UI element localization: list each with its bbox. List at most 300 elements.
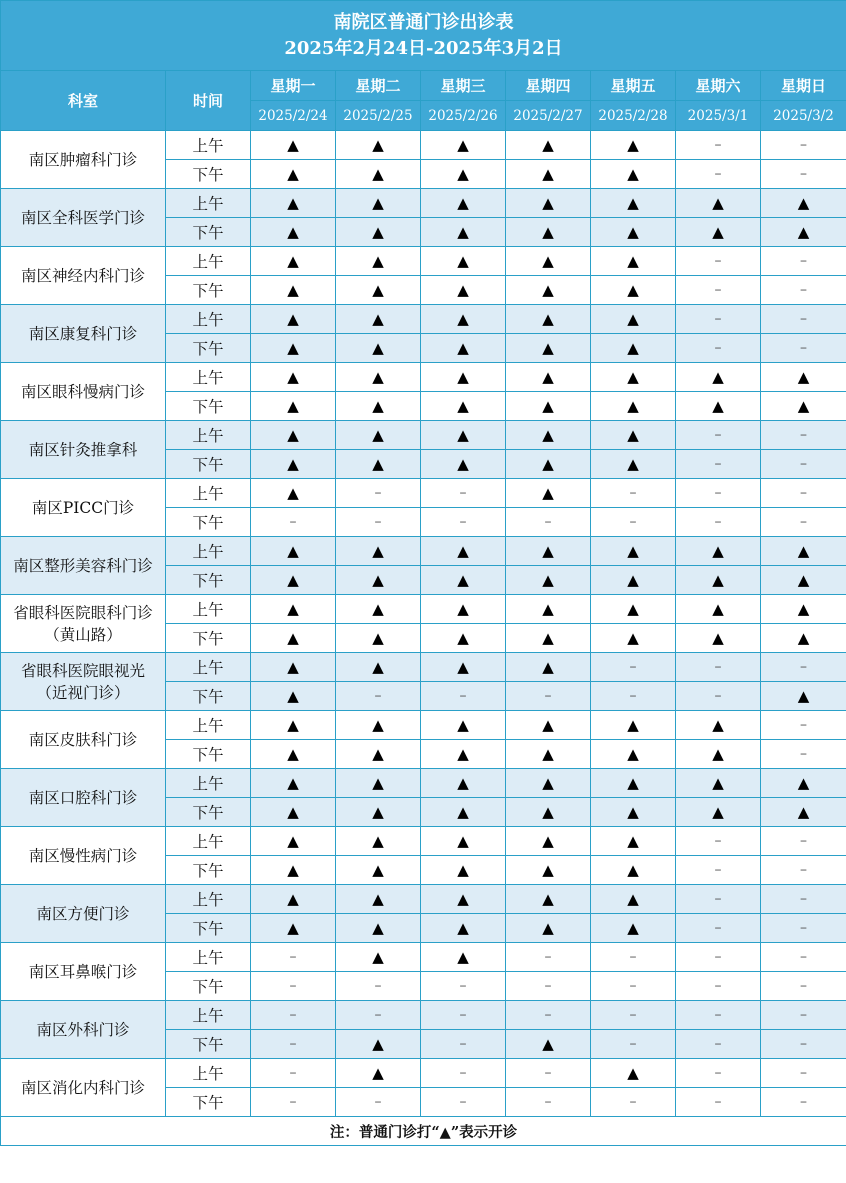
clinic-open-mark: ▲ — [421, 769, 506, 798]
clinic-open-mark: ▲ — [676, 363, 761, 392]
department-name: 南区外科门诊 — [1, 1001, 166, 1059]
period-label: 上午 — [166, 1059, 251, 1088]
period-label: 下午 — [166, 334, 251, 363]
clinic-open-mark: ▲ — [506, 160, 591, 189]
clinic-open-mark: ▲ — [506, 421, 591, 450]
clinic-open-mark: ▲ — [251, 189, 336, 218]
clinic-open-mark: ▲ — [421, 450, 506, 479]
header-day: 星期一 — [251, 71, 336, 101]
period-label: 下午 — [166, 218, 251, 247]
schedule-title: 南院区普通门诊出诊表 — [333, 11, 514, 33]
clinic-open-mark: ▲ — [761, 363, 846, 392]
clinic-open-mark: ▲ — [591, 769, 676, 798]
clinic-closed-mark: – — [676, 682, 761, 711]
clinic-closed-mark: – — [676, 827, 761, 856]
clinic-open-mark: ▲ — [676, 711, 761, 740]
clinic-open-mark: ▲ — [591, 537, 676, 566]
clinic-open-mark: ▲ — [251, 885, 336, 914]
clinic-closed-mark: – — [761, 247, 846, 276]
clinic-open-mark: ▲ — [591, 740, 676, 769]
clinic-closed-mark: – — [676, 914, 761, 943]
clinic-open-mark: ▲ — [421, 740, 506, 769]
period-label: 上午 — [166, 1001, 251, 1030]
clinic-closed-mark: – — [591, 653, 676, 682]
clinic-open-mark: ▲ — [591, 421, 676, 450]
table-row — [1, 479, 846, 508]
clinic-open-mark: ▲ — [336, 131, 421, 160]
header-date: 2025/2/25 — [336, 101, 421, 131]
schedule-date-range: 2025年2月24日-2025年3月2日 — [284, 37, 563, 59]
clinic-open-mark: ▲ — [336, 1059, 421, 1088]
clinic-open-mark: ▲ — [506, 624, 591, 653]
department-name: 南区皮肤科门诊 — [1, 711, 166, 769]
clinic-closed-mark: – — [761, 508, 846, 537]
period-label: 上午 — [166, 653, 251, 682]
clinic-open-mark: ▲ — [421, 160, 506, 189]
clinic-closed-mark: – — [761, 450, 846, 479]
clinic-closed-mark: – — [506, 1001, 591, 1030]
clinic-closed-mark: – — [591, 943, 676, 972]
period-label: 上午 — [166, 769, 251, 798]
clinic-open-mark: ▲ — [506, 276, 591, 305]
clinic-open-mark: ▲ — [421, 885, 506, 914]
clinic-open-mark: ▲ — [336, 711, 421, 740]
clinic-open-mark: ▲ — [421, 537, 506, 566]
clinic-open-mark: ▲ — [591, 305, 676, 334]
clinic-closed-mark: – — [591, 1088, 676, 1117]
period-label: 下午 — [166, 624, 251, 653]
clinic-closed-mark: – — [336, 1088, 421, 1117]
table-row — [1, 943, 846, 972]
clinic-open-mark: ▲ — [336, 450, 421, 479]
clinic-closed-mark: – — [676, 450, 761, 479]
clinic-open-mark: ▲ — [336, 769, 421, 798]
header-date: 2025/3/1 — [676, 101, 761, 131]
period-label: 下午 — [166, 914, 251, 943]
clinic-closed-mark: – — [676, 972, 761, 1001]
clinic-open-mark: ▲ — [591, 1059, 676, 1088]
period-label: 下午 — [166, 740, 251, 769]
clinic-closed-mark: – — [676, 653, 761, 682]
clinic-open-mark: ▲ — [591, 247, 676, 276]
department-name: 南区方便门诊 — [1, 885, 166, 943]
clinic-open-mark: ▲ — [421, 363, 506, 392]
header-date: 2025/2/27 — [506, 101, 591, 131]
clinic-open-mark: ▲ — [676, 624, 761, 653]
table-row — [1, 1001, 846, 1030]
clinic-closed-mark: – — [676, 334, 761, 363]
clinic-open-mark: ▲ — [336, 305, 421, 334]
clinic-closed-mark: – — [761, 305, 846, 334]
clinic-closed-mark: – — [421, 508, 506, 537]
clinic-open-mark: ▲ — [506, 566, 591, 595]
clinic-open-mark: ▲ — [251, 537, 336, 566]
clinic-open-mark: ▲ — [506, 1030, 591, 1059]
clinic-open-mark: ▲ — [421, 131, 506, 160]
clinic-open-mark: ▲ — [421, 218, 506, 247]
clinic-closed-mark: – — [421, 1030, 506, 1059]
table-row — [1, 131, 846, 160]
clinic-open-mark: ▲ — [251, 856, 336, 885]
clinic-closed-mark: – — [761, 421, 846, 450]
period-label: 上午 — [166, 247, 251, 276]
clinic-open-mark: ▲ — [251, 711, 336, 740]
clinic-open-mark: ▲ — [336, 1030, 421, 1059]
clinic-open-mark: ▲ — [676, 740, 761, 769]
period-label: 上午 — [166, 711, 251, 740]
clinic-closed-mark: – — [676, 305, 761, 334]
table-row — [1, 189, 846, 218]
clinic-open-mark: ▲ — [421, 914, 506, 943]
header-date: 2025/2/26 — [421, 101, 506, 131]
clinic-closed-mark: – — [591, 508, 676, 537]
period-label: 上午 — [166, 885, 251, 914]
clinic-closed-mark: – — [251, 508, 336, 537]
clinic-closed-mark: – — [336, 972, 421, 1001]
department-name: 南区口腔科门诊 — [1, 769, 166, 827]
clinic-closed-mark: – — [506, 682, 591, 711]
clinic-open-mark: ▲ — [336, 595, 421, 624]
department-name: 南区整形美容科门诊 — [1, 537, 166, 595]
clinic-closed-mark: – — [336, 508, 421, 537]
period-label: 上午 — [166, 363, 251, 392]
clinic-closed-mark: – — [676, 160, 761, 189]
clinic-closed-mark: – — [591, 682, 676, 711]
clinic-open-mark: ▲ — [336, 392, 421, 421]
period-label: 下午 — [166, 508, 251, 537]
period-label: 下午 — [166, 160, 251, 189]
clinic-open-mark: ▲ — [251, 218, 336, 247]
department-name: 南区全科医学门诊 — [1, 189, 166, 247]
clinic-closed-mark: – — [761, 334, 846, 363]
header-date: 2025/2/24 — [251, 101, 336, 131]
clinic-open-mark: ▲ — [506, 653, 591, 682]
table-title — [1, 1, 846, 71]
clinic-closed-mark: – — [676, 1059, 761, 1088]
clinic-open-mark: ▲ — [336, 856, 421, 885]
clinic-open-mark: ▲ — [336, 276, 421, 305]
clinic-open-mark: ▲ — [761, 624, 846, 653]
clinic-open-mark: ▲ — [506, 856, 591, 885]
clinic-closed-mark: – — [591, 1030, 676, 1059]
period-label: 上午 — [166, 479, 251, 508]
clinic-closed-mark: – — [761, 653, 846, 682]
clinic-open-mark: ▲ — [591, 218, 676, 247]
department-name: 省眼科医院眼视光 （近视门诊） — [1, 653, 166, 711]
clinic-open-mark: ▲ — [591, 711, 676, 740]
clinic-closed-mark: – — [676, 131, 761, 160]
clinic-open-mark: ▲ — [591, 392, 676, 421]
table-row — [1, 305, 846, 334]
clinic-open-mark: ▲ — [591, 624, 676, 653]
header-department: 科室 — [1, 71, 166, 131]
clinic-open-mark: ▲ — [591, 856, 676, 885]
period-label: 上午 — [166, 131, 251, 160]
table-row — [1, 885, 846, 914]
period-label: 上午 — [166, 827, 251, 856]
clinic-open-mark: ▲ — [506, 450, 591, 479]
period-label: 下午 — [166, 1088, 251, 1117]
clinic-closed-mark: – — [591, 1001, 676, 1030]
clinic-open-mark: ▲ — [506, 363, 591, 392]
clinic-open-mark: ▲ — [421, 392, 506, 421]
clinic-open-mark: ▲ — [761, 566, 846, 595]
period-label: 上午 — [166, 305, 251, 334]
clinic-open-mark: ▲ — [676, 798, 761, 827]
clinic-open-mark: ▲ — [251, 305, 336, 334]
clinic-open-mark: ▲ — [421, 827, 506, 856]
clinic-closed-mark: – — [676, 479, 761, 508]
period-label: 下午 — [166, 566, 251, 595]
period-label: 上午 — [166, 595, 251, 624]
clinic-open-mark: ▲ — [336, 943, 421, 972]
clinic-open-mark: ▲ — [336, 363, 421, 392]
clinic-closed-mark: – — [761, 943, 846, 972]
clinic-open-mark: ▲ — [506, 131, 591, 160]
clinic-open-mark: ▲ — [251, 740, 336, 769]
clinic-open-mark: ▲ — [251, 827, 336, 856]
clinic-open-mark: ▲ — [676, 537, 761, 566]
clinic-closed-mark: – — [251, 1001, 336, 1030]
clinic-open-mark: ▲ — [506, 218, 591, 247]
clinic-open-mark: ▲ — [761, 392, 846, 421]
clinic-open-mark: ▲ — [251, 363, 336, 392]
clinic-open-mark: ▲ — [251, 914, 336, 943]
clinic-open-mark: ▲ — [506, 798, 591, 827]
table-row — [1, 827, 846, 856]
clinic-open-mark: ▲ — [421, 653, 506, 682]
clinic-open-mark: ▲ — [421, 305, 506, 334]
clinic-closed-mark: – — [761, 131, 846, 160]
footnote: 注：普通门诊打“▲”表示开诊 — [1, 1117, 846, 1146]
clinic-open-mark: ▲ — [336, 160, 421, 189]
clinic-open-mark: ▲ — [591, 798, 676, 827]
header-date: 2025/2/28 — [591, 101, 676, 131]
clinic-closed-mark: – — [761, 160, 846, 189]
clinic-open-mark: ▲ — [421, 566, 506, 595]
clinic-open-mark: ▲ — [336, 537, 421, 566]
clinic-open-mark: ▲ — [336, 566, 421, 595]
department-name: 南区耳鼻喉门诊 — [1, 943, 166, 1001]
table-row — [1, 711, 846, 740]
clinic-open-mark: ▲ — [336, 624, 421, 653]
clinic-open-mark: ▲ — [506, 595, 591, 624]
clinic-closed-mark: – — [676, 1030, 761, 1059]
clinic-open-mark: ▲ — [506, 392, 591, 421]
clinic-open-mark: ▲ — [251, 392, 336, 421]
clinic-open-mark: ▲ — [676, 189, 761, 218]
clinic-open-mark: ▲ — [336, 740, 421, 769]
clinic-open-mark: ▲ — [761, 595, 846, 624]
clinic-open-mark: ▲ — [591, 450, 676, 479]
clinic-open-mark: ▲ — [251, 566, 336, 595]
clinic-open-mark: ▲ — [506, 334, 591, 363]
clinic-open-mark: ▲ — [676, 595, 761, 624]
clinic-closed-mark: – — [421, 1059, 506, 1088]
clinic-closed-mark: – — [676, 856, 761, 885]
department-name: 南区肿瘤科门诊 — [1, 131, 166, 189]
clinic-closed-mark: – — [761, 479, 846, 508]
clinic-open-mark: ▲ — [251, 247, 336, 276]
clinic-closed-mark: – — [676, 421, 761, 450]
clinic-open-mark: ▲ — [676, 218, 761, 247]
clinic-closed-mark: – — [336, 1001, 421, 1030]
header-day: 星期四 — [506, 71, 591, 101]
clinic-open-mark: ▲ — [336, 798, 421, 827]
period-label: 上午 — [166, 537, 251, 566]
clinic-closed-mark: – — [761, 885, 846, 914]
department-name: 南区康复科门诊 — [1, 305, 166, 363]
clinic-open-mark: ▲ — [421, 421, 506, 450]
clinic-closed-mark: – — [251, 972, 336, 1001]
clinic-closed-mark: – — [421, 682, 506, 711]
period-label: 下午 — [166, 392, 251, 421]
table-row — [1, 363, 846, 392]
clinic-open-mark: ▲ — [421, 856, 506, 885]
clinic-open-mark: ▲ — [761, 189, 846, 218]
clinic-closed-mark: – — [251, 1088, 336, 1117]
clinic-open-mark: ▲ — [591, 189, 676, 218]
clinic-open-mark: ▲ — [421, 595, 506, 624]
clinic-closed-mark: – — [761, 972, 846, 1001]
clinic-closed-mark: – — [506, 943, 591, 972]
period-label: 下午 — [166, 450, 251, 479]
clinic-closed-mark: – — [761, 856, 846, 885]
clinic-open-mark: ▲ — [336, 334, 421, 363]
clinic-closed-mark: – — [676, 1001, 761, 1030]
clinic-open-mark: ▲ — [676, 769, 761, 798]
clinic-open-mark: ▲ — [591, 827, 676, 856]
clinic-closed-mark: – — [506, 1088, 591, 1117]
clinic-open-mark: ▲ — [251, 421, 336, 450]
clinic-open-mark: ▲ — [761, 537, 846, 566]
clinic-closed-mark: – — [591, 479, 676, 508]
clinic-open-mark: ▲ — [251, 682, 336, 711]
clinic-open-mark: ▲ — [591, 276, 676, 305]
clinic-open-mark: ▲ — [506, 305, 591, 334]
clinic-open-mark: ▲ — [591, 334, 676, 363]
clinic-closed-mark: – — [761, 1059, 846, 1088]
clinic-open-mark: ▲ — [421, 711, 506, 740]
clinic-closed-mark: – — [676, 247, 761, 276]
clinic-open-mark: ▲ — [336, 653, 421, 682]
period-label: 下午 — [166, 682, 251, 711]
clinic-open-mark: ▲ — [336, 189, 421, 218]
clinic-open-mark: ▲ — [506, 711, 591, 740]
clinic-open-mark: ▲ — [251, 479, 336, 508]
clinic-closed-mark: – — [421, 1001, 506, 1030]
period-label: 下午 — [166, 1030, 251, 1059]
table-row — [1, 421, 846, 450]
department-name: 南区消化内科门诊 — [1, 1059, 166, 1117]
clinic-open-mark: ▲ — [506, 740, 591, 769]
clinic-open-mark: ▲ — [591, 595, 676, 624]
header-date: 2025/3/2 — [761, 101, 846, 131]
clinic-open-mark: ▲ — [506, 885, 591, 914]
table-row — [1, 769, 846, 798]
clinic-open-mark: ▲ — [421, 798, 506, 827]
department-name: 南区慢性病门诊 — [1, 827, 166, 885]
clinic-closed-mark: – — [761, 711, 846, 740]
clinic-open-mark: ▲ — [251, 595, 336, 624]
table-row — [1, 537, 846, 566]
table-row — [1, 595, 846, 624]
clinic-open-mark: ▲ — [421, 189, 506, 218]
department-name: 南区PICC门诊 — [1, 479, 166, 537]
clinic-closed-mark: – — [506, 972, 591, 1001]
clinic-closed-mark: – — [506, 508, 591, 537]
header-time: 时间 — [166, 71, 251, 131]
clinic-open-mark: ▲ — [421, 943, 506, 972]
clinic-open-mark: ▲ — [251, 276, 336, 305]
clinic-open-mark: ▲ — [591, 160, 676, 189]
clinic-open-mark: ▲ — [506, 914, 591, 943]
clinic-open-mark: ▲ — [251, 769, 336, 798]
period-label: 下午 — [166, 856, 251, 885]
clinic-closed-mark: – — [761, 1001, 846, 1030]
clinic-open-mark: ▲ — [336, 827, 421, 856]
clinic-open-mark: ▲ — [506, 479, 591, 508]
department-name: 省眼科医院眼科门诊 （黄山路） — [1, 595, 166, 653]
clinic-closed-mark: – — [676, 508, 761, 537]
clinic-open-mark: ▲ — [251, 450, 336, 479]
table-row — [1, 653, 846, 682]
clinic-open-mark: ▲ — [506, 827, 591, 856]
clinic-open-mark: ▲ — [421, 247, 506, 276]
clinic-open-mark: ▲ — [251, 624, 336, 653]
clinic-open-mark: ▲ — [761, 218, 846, 247]
clinic-open-mark: ▲ — [251, 160, 336, 189]
clinic-closed-mark: – — [251, 1030, 336, 1059]
clinic-open-mark: ▲ — [676, 566, 761, 595]
clinic-open-mark: ▲ — [336, 247, 421, 276]
clinic-open-mark: ▲ — [591, 914, 676, 943]
clinic-open-mark: ▲ — [506, 247, 591, 276]
clinic-open-mark: ▲ — [336, 885, 421, 914]
clinic-open-mark: ▲ — [251, 653, 336, 682]
department-name: 南区眼科慢病门诊 — [1, 363, 166, 421]
header-day: 星期日 — [761, 71, 846, 101]
period-label: 上午 — [166, 421, 251, 450]
clinic-closed-mark: – — [676, 1088, 761, 1117]
clinic-open-mark: ▲ — [421, 276, 506, 305]
table-row — [1, 1059, 846, 1088]
clinic-closed-mark: – — [676, 943, 761, 972]
clinic-closed-mark: – — [421, 479, 506, 508]
clinic-open-mark: ▲ — [761, 682, 846, 711]
header-day: 星期三 — [421, 71, 506, 101]
department-name: 南区神经内科门诊 — [1, 247, 166, 305]
department-name: 南区针灸推拿科 — [1, 421, 166, 479]
clinic-open-mark: ▲ — [591, 363, 676, 392]
header-day: 星期五 — [591, 71, 676, 101]
clinic-open-mark: ▲ — [506, 189, 591, 218]
clinic-open-mark: ▲ — [251, 334, 336, 363]
clinic-open-mark: ▲ — [506, 769, 591, 798]
clinic-open-mark: ▲ — [336, 421, 421, 450]
clinic-closed-mark: – — [676, 276, 761, 305]
clinic-closed-mark: – — [761, 1030, 846, 1059]
clinic-open-mark: ▲ — [421, 334, 506, 363]
clinic-closed-mark: – — [761, 740, 846, 769]
header-day: 星期六 — [676, 71, 761, 101]
clinic-open-mark: ▲ — [251, 131, 336, 160]
clinic-open-mark: ▲ — [506, 537, 591, 566]
clinic-closed-mark: – — [761, 1088, 846, 1117]
period-label: 下午 — [166, 276, 251, 305]
table-row — [1, 247, 846, 276]
clinic-open-mark: ▲ — [251, 798, 336, 827]
